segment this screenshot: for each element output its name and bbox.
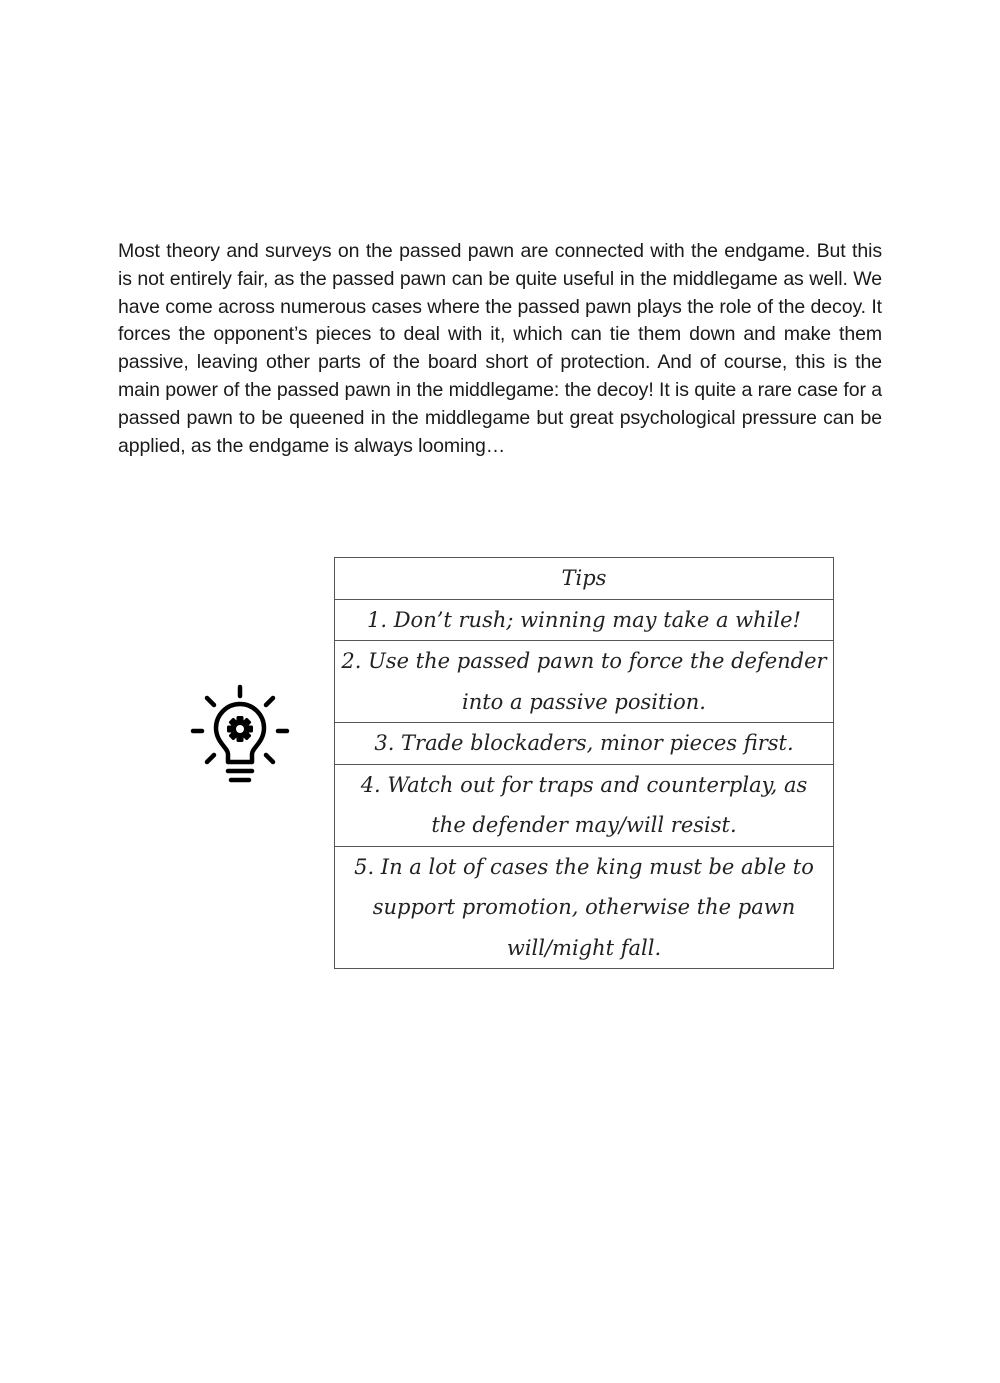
tip-row [335,599,834,641]
tip-row [335,764,834,846]
tip-1: 1. Don’t rush; winning may take a while! [335,599,834,641]
tip-row [335,723,834,765]
tip-row [335,846,834,969]
tips-table [334,557,834,969]
intro-paragraph: Most theory and surveys on the passed pawn are connected with the endgame. But this is not entirely fair, as the passed pawn can be quite useful in the middlegame as well. We have come across numerous cases where the passed pawn plays the role of the decoy. It forces the opponent’s pieces to deal with it, which can tie them down and make them passive, leaving other parts of the board short of protection. And of course, this is the main power of the passed pawn in the middlegame: the decoy! It is quite a rare case for a passed pawn to be queened in the middlegame but great psychological pressure can be applied, as the endgame is always looming… [118,240,882,457]
tip-row [335,641,834,723]
tips-header: Tips [335,558,834,600]
tip-3: 3. Trade blockaders, minor pieces first. [335,723,834,765]
tip-2: 2. Use the passed pawn to force the defender into a passive position. [335,641,834,723]
tips-header-row [335,558,834,600]
tip-5: 5. In a lot of cases the king must be able to support promotion, otherwise the pawn will/might fall. [335,846,834,969]
lightbulb-gear-icon [190,684,290,788]
tip-4: 4. Watch out for traps and counterplay, as the defender may/will resist. [335,764,834,846]
